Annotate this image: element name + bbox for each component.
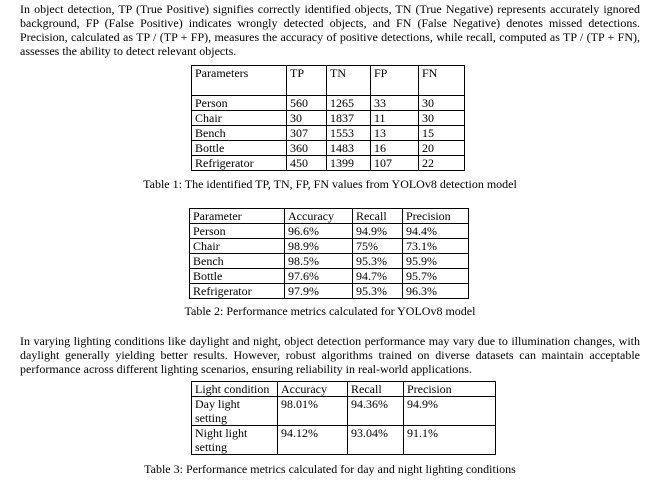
table-2-caption: Table 2: Performance metrics calculated for YOLOv8 model [184,304,476,318]
header-cell: Accuracy [278,382,348,397]
table-cell: 95.9% [403,254,469,269]
header-cell: FP [371,66,419,96]
table-cell: 33 [371,96,419,111]
table-cell: 75% [353,239,403,254]
table-cell: 94.7% [353,269,403,284]
table-cell: 1553 [327,126,371,141]
table-cell: 107 [371,156,419,171]
table-3 [191,381,496,455]
table-cell: 11 [371,111,419,126]
table-cell: 96.3% [403,284,469,299]
header-cell: Precision [404,382,496,397]
table-header-row [192,382,496,397]
table-cell: 98.01% [278,397,348,426]
table-cell: 30 [287,111,327,126]
header-cell: Precision [403,209,469,224]
table-cell: Refrigerator [192,156,287,171]
table-row [190,239,469,254]
table-cell: 20 [419,141,465,156]
table-cell: 94.9% [404,397,496,426]
table-row [192,126,465,141]
table-cell: 16 [371,141,419,156]
table-cell: 360 [287,141,327,156]
table-cell: 97.9% [285,284,353,299]
table-cell: 30 [419,111,465,126]
table-header-row [190,209,469,224]
table-cell: 94.36% [348,397,404,426]
table-cell: 93.04% [348,426,404,455]
header-cell: Light condition [192,382,278,397]
header-cell: Accuracy [285,209,353,224]
table-cell: Chair [192,111,287,126]
table-cell: 307 [287,126,327,141]
table-cell: 450 [287,156,327,171]
table-row [190,254,469,269]
intro-paragraph: In object detection, TP (True Positive) signifies correctly identified objects, TN (True Negative) represents accurately ignored background, FP (False Positive) indicates wrongly detected objects, and FN (False Negative) denotes missed detections. Precision, calculated as TP / (TP + FP), measures the accuracy of positive detections, while recall, computed as TP / (TP + FN), assesses the ability to detect relevant objects. [20,2,640,58]
table-cell: Person [190,224,285,239]
table-cell: 1837 [327,111,371,126]
table-cell: Refrigerator [190,284,285,299]
table-cell: 98.5% [285,254,353,269]
table-cell: Bench [190,254,285,269]
table-cell: Night light setting [192,426,278,455]
table-row [192,397,496,426]
table-row [192,426,496,455]
table-cell: 96.6% [285,224,353,239]
table-cell: 94.12% [278,426,348,455]
table-cell: 73.1% [403,239,469,254]
table-cell: 95.3% [353,284,403,299]
table-cell: Day light setting [192,397,278,426]
table-cell: 95.7% [403,269,469,284]
table-cell: 94.9% [353,224,403,239]
table-cell: 560 [287,96,327,111]
table-cell: 95.3% [353,254,403,269]
table-cell: 22 [419,156,465,171]
table-3-caption: Table 3: Performance metrics calculated for day and night lighting conditions [144,462,516,476]
header-cell: TP [287,66,327,96]
table-cell: 30 [419,96,465,111]
table-row [190,224,469,239]
table-header-row [192,66,465,96]
table-1-caption: Table 1: The identified TP, TN, FP, FN values from YOLOv8 detection model [143,177,517,191]
table-cell: 13 [371,126,419,141]
table-cell: Bottle [190,269,285,284]
table-2 [189,208,469,299]
table-row [192,156,465,171]
header-cell: Parameters [192,66,287,96]
header-cell: FN [419,66,465,96]
lighting-paragraph: In varying lighting conditions like daylight and night, object detection performance may vary due to illumination changes, with daylight generally yielding better results. However, robust algorithms trained on diverse datasets can maintain acceptable performance across different lighting scenarios, ensuring reliability in real-world applications. [20,334,640,376]
table-row [190,269,469,284]
table-1 [191,65,465,171]
table-row [192,111,465,126]
table-cell: Bottle [192,141,287,156]
header-cell: TN [327,66,371,96]
table-row [190,284,469,299]
table-cell: 94.4% [403,224,469,239]
table-cell: 15 [419,126,465,141]
table-cell: 98.9% [285,239,353,254]
table-cell: Bench [192,126,287,141]
table-cell: 1265 [327,96,371,111]
header-cell: Parameter [190,209,285,224]
table-cell: 91.1% [404,426,496,455]
table-row [192,96,465,111]
table-cell: 1399 [327,156,371,171]
table-row [192,141,465,156]
table-cell: Person [192,96,287,111]
table-cell: Chair [190,239,285,254]
header-cell: Recall [348,382,404,397]
table-cell: 97.6% [285,269,353,284]
table-cell: 1483 [327,141,371,156]
header-cell: Recall [353,209,403,224]
